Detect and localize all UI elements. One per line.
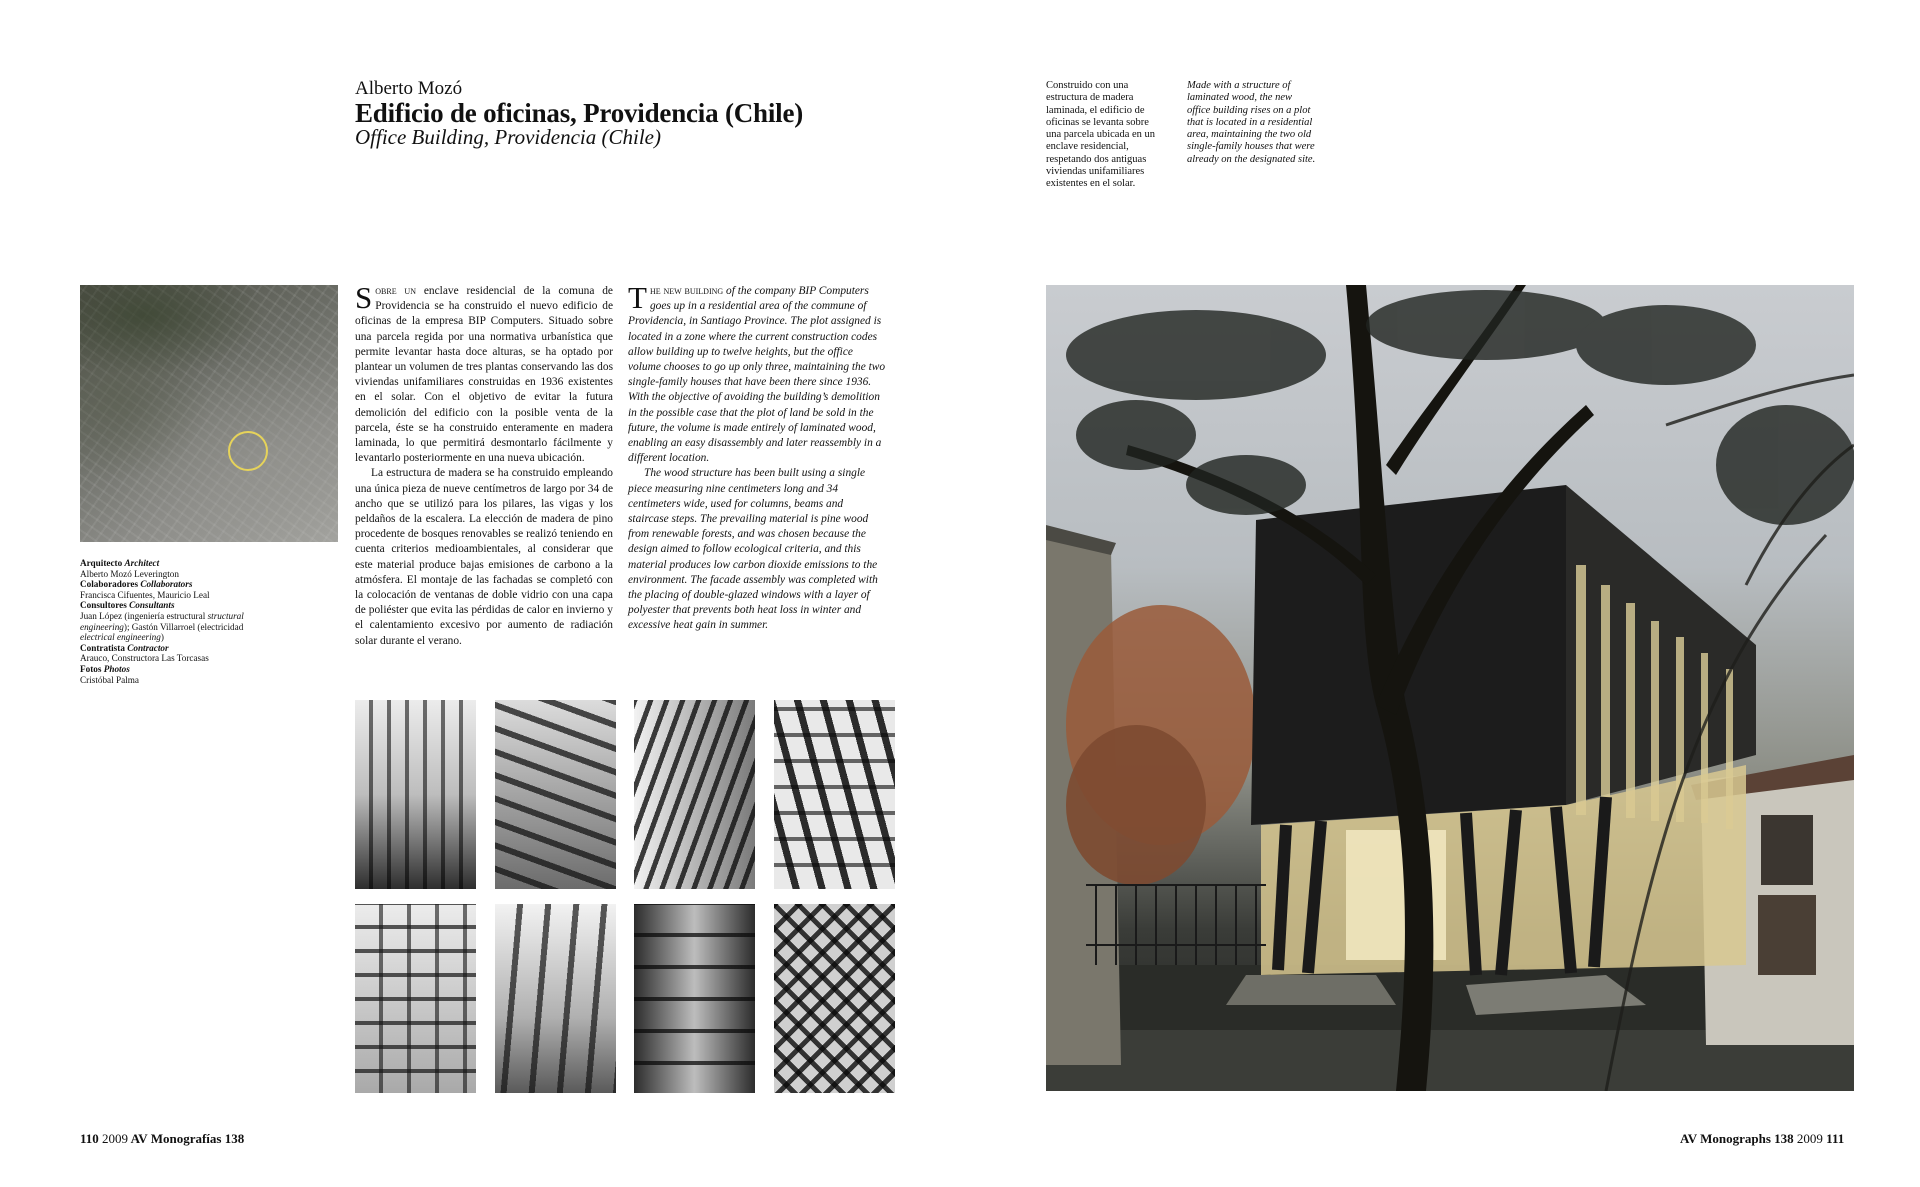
building-illustration <box>1046 285 1854 1091</box>
publication-left: AV Monografías 138 <box>130 1131 245 1146</box>
construction-photo-1 <box>355 700 476 889</box>
site-marker-icon <box>228 431 268 471</box>
consultants-label: Consultores <box>80 600 127 611</box>
collaborators-value: Francisca Cifuentes, Mauricio Leal <box>80 589 210 600</box>
construction-photo-4 <box>774 700 895 889</box>
construction-photo-6 <box>495 904 616 1093</box>
construction-photo-7 <box>634 904 755 1093</box>
building-photo <box>1046 285 1854 1091</box>
page-number-right: 111 <box>1826 1131 1845 1146</box>
body-text-english: The new building of the company BIP Computers goes up in a residential area of the commune of Providencia, in Santiago Province. The plot assigned is located in a zone where the current construction codes allow building up to twelve heights, but the office volume chooses to go up only three, maintaining the two single-family houses that have been there since 1936. With the objective of avoiding the building’s demolition in the possible case that the plot of land be sold in the future, the volume is made entirely of laminated wood, enabling an easy disassembly and later reassembly in a different location. The wood structure has been built using a single piece measuring nine centimeters long and 34 centimeters wide, used for columns, beams and staircase steps. The prevailing material is pine wood from renewable forests, and was chosen because the design aimed to follow ecological criteria, and this material produces low carbon dioxide emissions to the environment. The facade assembly was completed with the placing of double-glazed windows with a layer of polyester that prevents both heat loss in winter and excessive heat gain in summer. <box>628 284 886 634</box>
photos-label: Fotos <box>80 663 102 674</box>
year-right: 2009 <box>1796 1131 1823 1146</box>
intro-spanish: Construido con una estructura de madera laminada, el edificio de oficinas se levanta sobre una parcela ubicada en un enclave residencial, respetando dos antiguas viviendas unifamiliares existentes en el solar. <box>1046 80 1156 190</box>
year-left: 2009 <box>102 1131 129 1146</box>
photos-value: Cristóbal Palma <box>80 674 139 685</box>
intro-english: Made with a structure of laminated wood, the new office building rises on a plot that is located in a residential area, maintaining the two old single-family houses that were already on the designated site. <box>1187 80 1316 165</box>
architect-label-en: Architect <box>124 558 160 568</box>
contractor-label: Contratista <box>80 642 125 653</box>
paragraph-2-spanish: La estructura de madera se ha construido empleando una única pieza de nueve centímetros de largo por 34 de ancho que se utilizó para los pilares, las vigas y los peldaños de la escalera. La elección de madera de pino procedente de bosques renovables se realizó teniendo en cuenta criterios medioambientales, al considerar que este material produce bajas emisiones de carbono a la atmósfera. El montaje de las fachadas se completó con la colocación de ventanas de doble vidrio con una capa de poliéster que evita las pérdidas de calor en invierno y el calentamiento excesivo por aumento de radiación solar durante el verano. <box>355 467 613 647</box>
body-text-spanish: Sobre un enclave residencial de la comuna de Providencia se ha construido el nuevo edificio de oficinas de la empresa BIP Computers. Situado sobre una parcela regida por una normativa urbanística que permite levantar hasta doce alturas, se ha optado por plantear un volumen de tres plantas conservando las dos viviendas unifamiliares construidas en 1936 existentes en el solar. Con el objetivo de evitar la futura demolición del edificio con la posible venta de la parcela, éste se ha construido enteramente en madera laminada, lo que permitirá desmontarlo fácilmente y levantarlo posteriormente en una nueva ubicación. La estructura de madera se ha construido empleando una única pieza de nueve centímetros de largo por 34 de ancho que se utilizó para los pilares, las vigas y los peldaños de la escalera. La elección de madera de pino procedente de bosques renovables se realizó teniendo en cuenta criterios medioambientales, al considerar que este material produce bajas emisiones de carbono a la atmósfera. El montaje de las fachadas se completó con la colocación de ventanas de doble vidrio con una capa de poliéster que evita las pérdidas de calor en invierno y el calentamiento excesivo por aumento de radiación solar durante el verano. <box>355 284 613 649</box>
photos-label-en: Photos <box>103 663 130 674</box>
contractor-label-en: Contractor <box>127 642 169 653</box>
title-spanish: Edificio de oficinas, Providencia (Chile) <box>355 98 804 128</box>
folio-right <box>1680 1131 1844 1147</box>
author-name: Alberto Mozó <box>355 78 463 99</box>
page-number-left: 110 <box>80 1131 99 1146</box>
drop-cap-english: T <box>628 280 647 315</box>
folio-left <box>80 1131 244 1147</box>
consultants-value: Juan López (ingeniería estructural structural engineering); Gastón Villarroel (electricidad electrical engineering) <box>80 610 244 643</box>
publication-right: AV Monographs 138 <box>1680 1131 1794 1146</box>
architect-label: Arquitecto <box>80 558 123 568</box>
paragraph-2-english: The wood structure has been built using a single piece measuring nine centimeters long and 34 centimeters wide, used for columns, beams and staircase steps. The prevailing material is pine wood from renewable forests, and was chosen because the design aimed to follow ecological criteria, and this material produces low carbon dioxide emissions to the environment. The facade assembly was completed with the placing of double-glazed windows with a layer of polyester that prevents both heat loss in winter and excessive heat gain in summer. <box>628 467 878 632</box>
collaborators-label: Colaboradores <box>80 579 139 590</box>
collaborators-label-en: Collaborators <box>140 579 193 590</box>
construction-photo-3 <box>634 700 755 889</box>
paragraph-1-spanish: enclave residencial de la comuna de Providencia se ha construido el nuevo edificio de oficinas de la empresa BIP Computers. Situado sobre una parcela regida por una normativa urbanística que permite levantar hasta doce alturas, se ha optado por plantear un volumen de tres plantas conservando las dos viviendas unifamiliares construidas en 1936 existentes en el solar. Con el objetivo de evitar la futura demolición del edificio con la posible venta de la parcela, éste se ha construido enteramente en madera laminada, lo que permitirá desmontarlo fácilmente y levantarlo posteriormente en una nueva ubicación. <box>355 285 613 465</box>
project-credits <box>80 558 280 685</box>
title-english: Office Building, Providencia (Chile) <box>355 125 661 149</box>
construction-photo-5 <box>355 904 476 1093</box>
consultants-label-en: Consultants <box>129 600 175 611</box>
construction-photo-2 <box>495 700 616 889</box>
contractor-value: Arauco, Constructora Las Torcasas <box>80 653 209 664</box>
drop-cap-spanish: S <box>355 280 373 315</box>
construction-photo-8 <box>774 904 895 1093</box>
location-map <box>80 285 338 542</box>
paragraph-1-english: of the company BIP Computers goes up in a residential area of the commune of Providencia, in Santiago Province. The plot assigned is located in a zone where the current construction codes allow building up to twelve heights, but the office volume chooses to go up only three, maintaining the two single-family houses that have been there since 1936. With the objective of avoiding the building’s demolition in the possible case that the plot of land be sold in the future, the volume is made entirely of laminated wood, enabling an easy disassembly and later reassembly in a different location. <box>628 285 886 465</box>
architect-value: Alberto Mozó Leverington <box>80 568 179 579</box>
